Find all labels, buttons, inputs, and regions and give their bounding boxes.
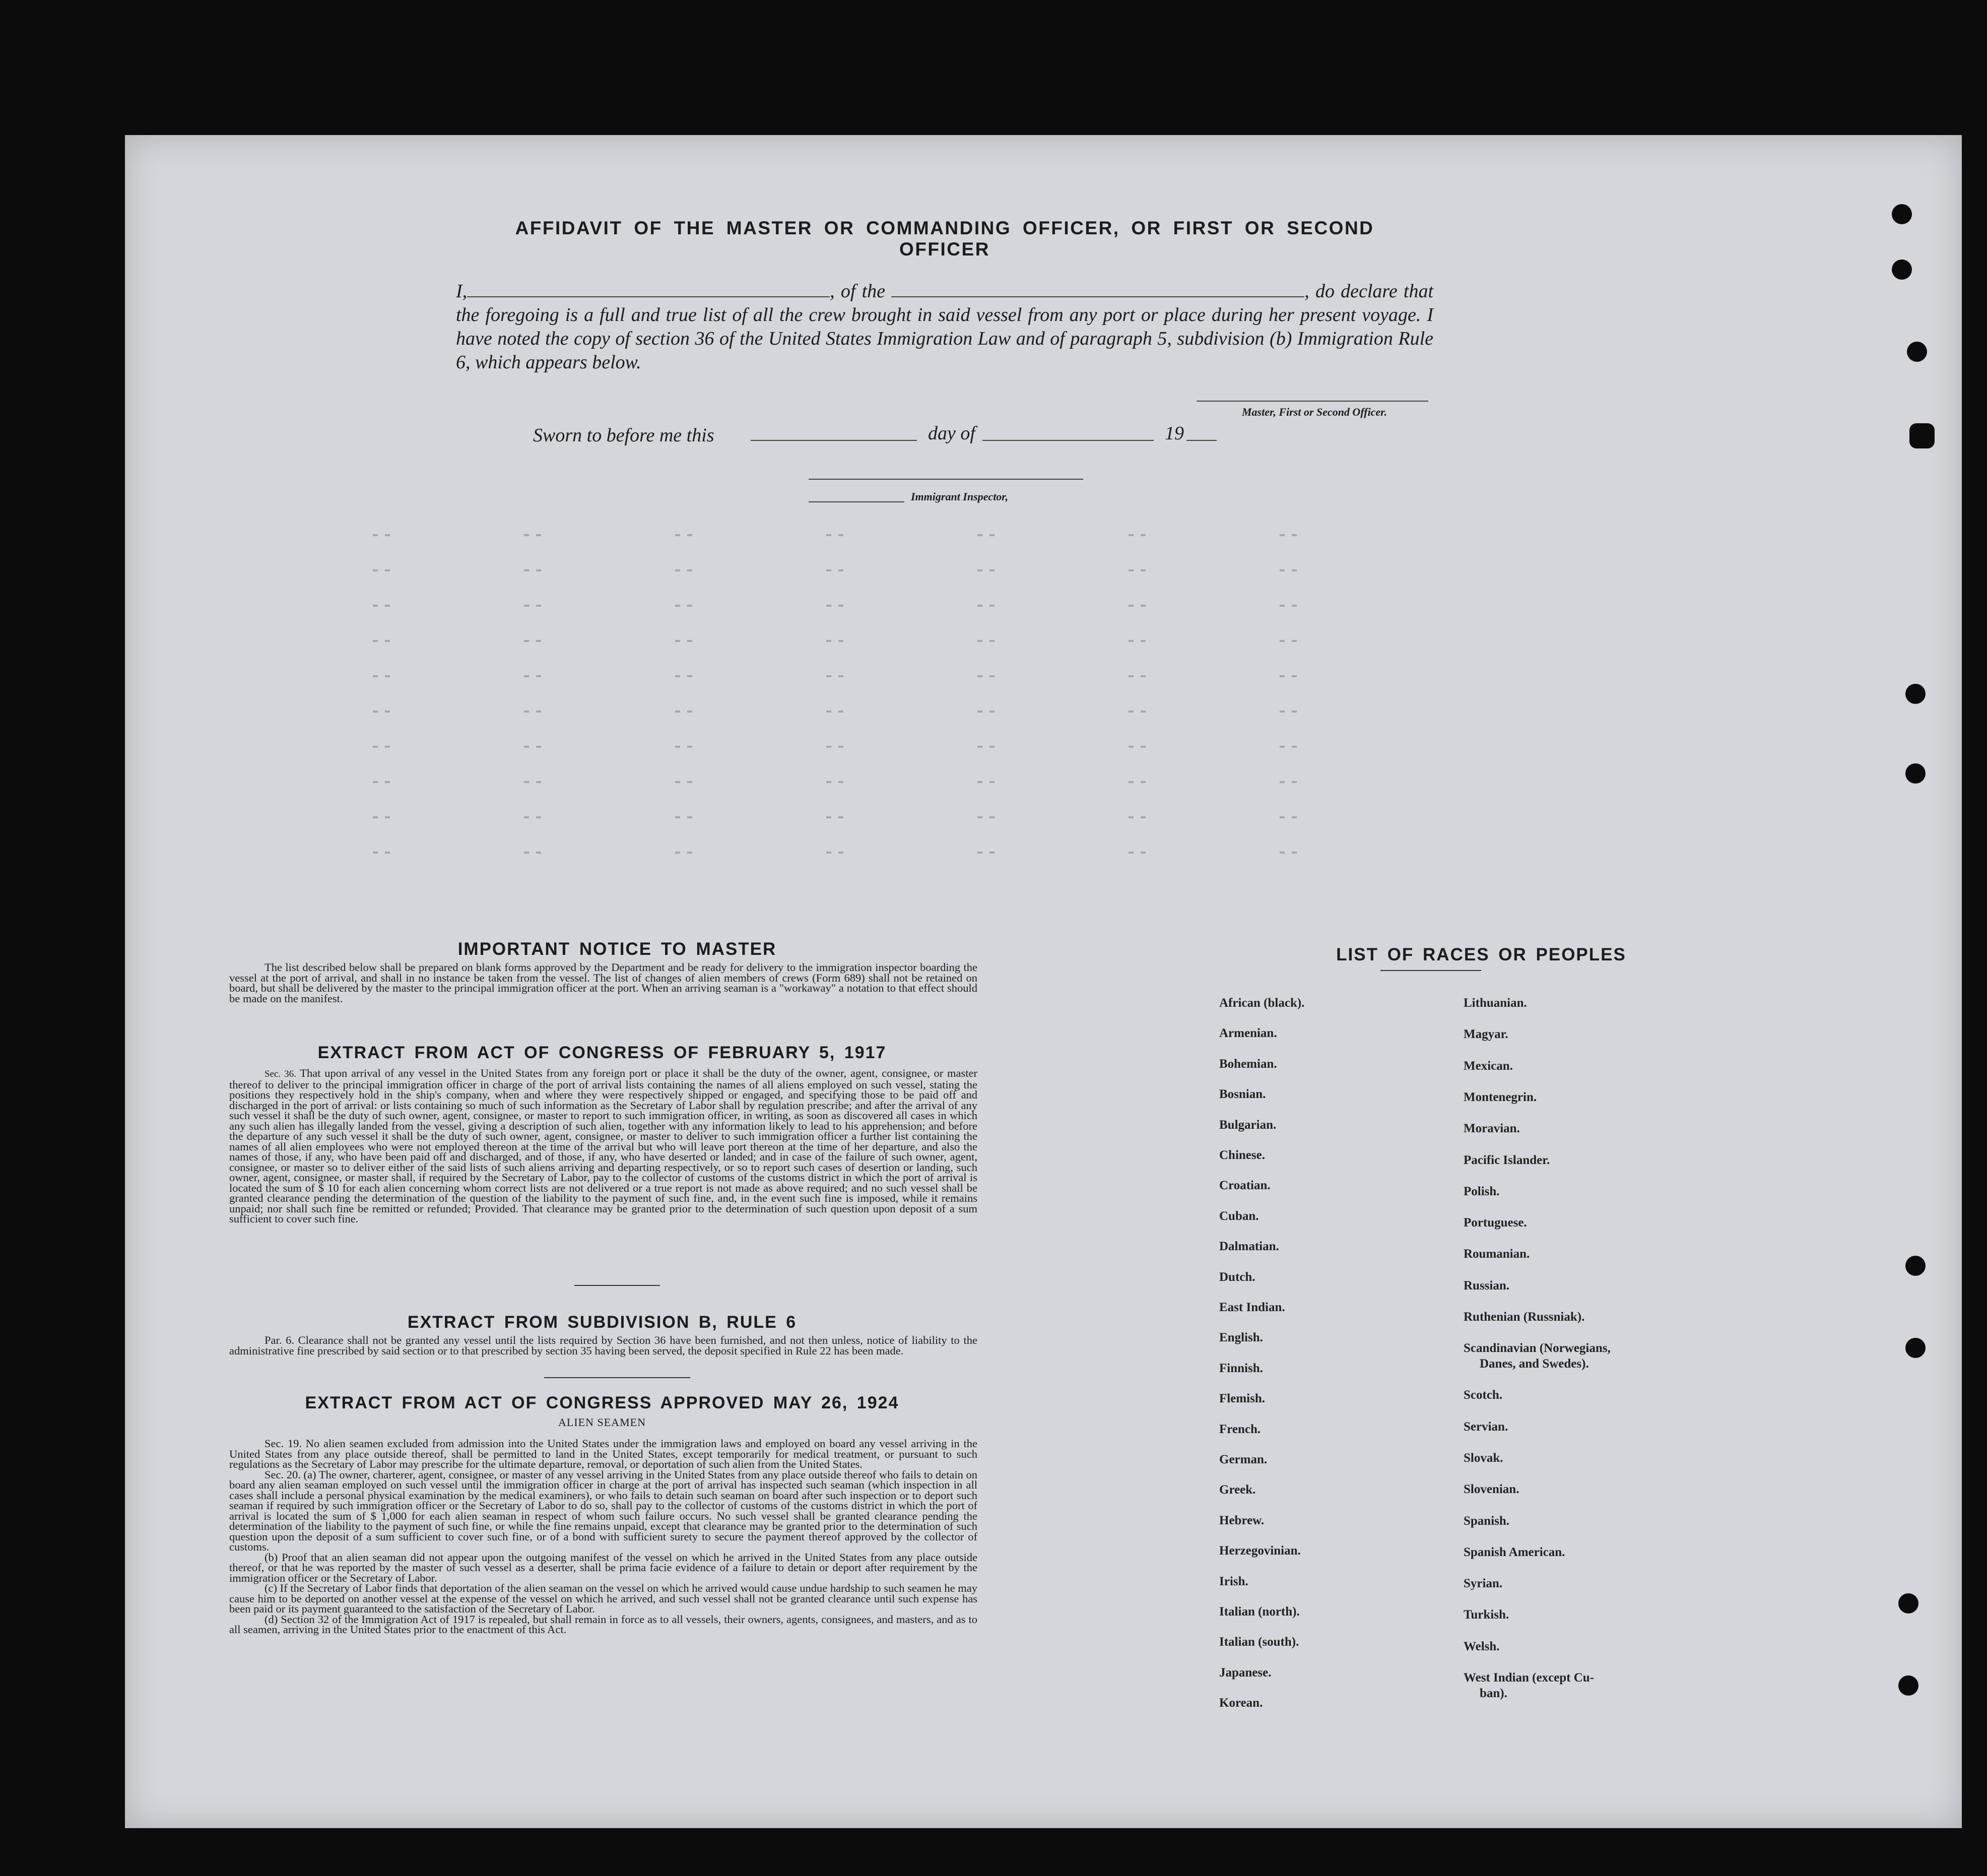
declaration-do-declare: , do declare (1304, 281, 1398, 302)
binder-hole-icon (1892, 260, 1912, 280)
notice-text (229, 962, 977, 1004)
race-item: Italian (north). (1219, 1605, 1300, 1619)
race-item: Magyar. (1464, 1027, 1508, 1042)
race-item: ban). (1480, 1687, 1507, 1700)
race-item: Scotch. (1464, 1388, 1503, 1402)
race-item: Irish. (1219, 1574, 1248, 1588)
races-divider (1380, 970, 1481, 971)
race-item: Ruthenian (Russniak). (1464, 1310, 1585, 1324)
sworn-year-label: 19 (1165, 423, 1184, 444)
binder-hole-icon (1909, 423, 1935, 448)
signature-label: Master, First or Second Officer. (1242, 406, 1387, 418)
race-item: Finnish. (1219, 1361, 1263, 1375)
race-item: Flemish. (1219, 1392, 1265, 1406)
race-item: Croatian. (1219, 1179, 1271, 1193)
extract1-sec-label: Sec. 36. (264, 1069, 296, 1079)
race-item: Moravian. (1464, 1122, 1520, 1136)
inspector-signature-field[interactable] (809, 479, 1083, 480)
extract3-paragraph: (c) If the Secretary of Labor finds that deportation of the alien seaman on the vessel on which he arrived would cause undue hardship to such seamen he may cause him to be deported on another vessel at the expense of the vessel on which he arrived, and such vessel shall not be granted clearance until such expense has been paid or its payment guaranteed to the satisfaction of the Secretary of Labor. (229, 1582, 977, 1615)
extract3-title: EXTRACT FROM ACT OF CONGRESS APPROVED MAY 26, 1924 (305, 1393, 899, 1412)
race-item: Mexican. (1464, 1059, 1513, 1073)
race-item: Pacific Islander. (1464, 1153, 1550, 1167)
race-item: Slovenian. (1464, 1482, 1519, 1497)
race-item: Spanish. (1464, 1514, 1510, 1528)
race-item: Scandinavian (Norwegians, (1464, 1341, 1611, 1355)
race-item: Servian. (1464, 1419, 1508, 1434)
extract1-title: EXTRACT FROM ACT OF CONGRESS OF FEBRUARY 5, 1917 (317, 1043, 887, 1062)
binder-hole-icon (1892, 204, 1912, 224)
race-item: Lithuanian. (1464, 996, 1527, 1010)
extract3-paragraph: Sec. 20. (a) The owner, charterer, agent, consignee, or master of any vessel arriving in the United States from any place outside thereof who fails to detain on board any alien seaman employed on such vessel until the immigration officer in charge at the port of arrival has inspected such seaman (which inspection in all cases shall include a personal physical examination by the medical examiners), or who fails to detain such seaman on board after such inspection or to deport such seaman if required by such immigration officer or the Secretary of Labor to do so, shall pay to the collector of customs of the customs district in which the port of arrival is located the sum of $ 1,000 for each alien seaman in respect of whom such failure occurs. No such vessel shall be granted clearance pending the determination of the liability to the payment of such fine, or while the fine remains unpaid, except that clearance may be granted prior to the determination of such question upon the deposit of a sum sufficient to cover such fine, or of a bond with sufficient surety to secure the payment thereof approved by the collector of customs. (229, 1468, 977, 1553)
binder-hole-icon (1905, 1338, 1926, 1358)
extract2-text (229, 1335, 977, 1356)
affidavit-title: AFFIDAVIT OF THE MASTER OR COMMANDING OFFICER, OR FIRST OR SECOND OFFICER (515, 218, 1374, 260)
extract3-paragraph: Sec. 19. No alien seamen excluded from admission into the United States under the immigration laws and employed on board any vessel arriving in the United States from any place outside thereof, shall be permitted to land in the United States, except temporarily for medical treatment, or pursuant to such regulations as the Secretary of Labor may prescribe for the ultimate departure, removal, or deportation of such alien from the United States. (229, 1437, 977, 1470)
binder-hole-icon (1905, 684, 1926, 704)
race-item: West Indian (except Cu- (1464, 1671, 1595, 1685)
race-item: Russian. (1464, 1278, 1510, 1292)
race-item: Bohemian. (1219, 1057, 1277, 1071)
binder-hole-icon (1905, 763, 1926, 784)
sworn-prefix: Sworn to before me this (533, 425, 714, 446)
race-item: Armenian. (1219, 1026, 1277, 1041)
race-item: Herzegovinian. (1219, 1544, 1301, 1558)
race-item: Dalmatian. (1219, 1240, 1279, 1254)
declaration-i: I, (456, 281, 468, 302)
race-item: Portuguese. (1464, 1216, 1527, 1230)
inspector-label: Immigrant Inspector, (911, 490, 1009, 503)
declaration-block (456, 280, 1433, 374)
declaration-text: that the foregoing is a full and true list of all the crew brought in said vessel from any port or place during her present voyage. I have noted the copy of section 36 of the United States Immigration Law and of paragraph 5, subdivision (b) Immigration Rule 6, which appears below. (456, 281, 1434, 373)
race-item: Korean. (1219, 1696, 1263, 1710)
vessel-field[interactable] (891, 296, 1304, 297)
extract1-paragraph (229, 1068, 977, 1224)
race-item: Chinese. (1219, 1148, 1265, 1162)
section-divider (544, 1377, 690, 1378)
race-item: Hebrew. (1219, 1513, 1265, 1527)
race-item: Italian (south). (1219, 1635, 1299, 1649)
extract2-paragraph: Par. 6. Clearance shall not be granted any vessel until the lists required by Section 36 have been furnished, and not then unless, notice of liability to the administrative fine prescribed by said section or to that prescribed by section 35 having been served, the deposit specified in Rule 22 has been made. (229, 1334, 977, 1357)
inspector-line-lower (809, 501, 904, 502)
race-item: Roumanian. (1464, 1247, 1530, 1261)
notice-paragraph: The list described below shall be prepared on blank forms approved by the Department and be ready for delivery to the immigration inspector boarding the vessel at the port of arrival, and shall in no instance be taken from the vessel. The list of changes of alien members of crews (Form 689) shall not be retained on board, but shall be delivered by the master to the principal immigration officer at the port. When an arriving seaman is a "workaway" a notation to that effect should be made on the manifest. (229, 961, 977, 1005)
extract3-paragraph: (b) Proof that an alien seaman did not appear upon the outgoing manifest of the vessel on which he arrived in the United States from any place outside thereof, or that he was reported by the master of such vessel as a deserter, shall be prima facie evidence of a failure to detain or deport after requirement by the immigration officer or the Secretary of Labor. (229, 1550, 977, 1584)
notice-title: IMPORTANT NOTICE TO MASTER (457, 939, 777, 959)
sworn-day-field[interactable] (751, 440, 917, 441)
bleed-through-marks (343, 519, 1426, 892)
extract1-body: That upon arrival of any vessel in the United States from any foreign port or place it shall be the duty of the owner, agent, consignee, or master thereof to deliver to the principal immigration officer in charge of the port of arrival lists containing the names of all aliens employed on such vessel, stating the positions they respectively hold in the ship's company, when and where they were respectively shipped or engaged, and specifying those to be paid off and discharged in the port of arrival: or lists containing so much of such information as the Secretary of Labor shall by regulation prescribe; and after the arrival of any such vessel it shall be the duty of such owner, agent, consignee, or master to report to such immigration officer, in writing, as soon as discovered all cases in which any such alien has illegally landed from the vessel, giving a description of such alien, together with any information likely to lead to his apprehension; and before the departure of any such vessel it shall be the duty of such owner, agent, consignee, or master to deliver to such immigration officer a further list containing the names of all alien employees who were not employed thereon at the time of the arrival but who will leave port thereon at the time of her departure, and also the names of those, if any, who have been paid off and discharged, and of those, if any, who have deserted or landed; and in case of the failure of such owner, agent, consignee, or master so to deliver either of the said lists of such aliens arriving and departing respectively, or so to report such cases of desertion or landing, such owner, agent, consignee, or master shall, if required by the Secretary of Labor, pay to the collector of customs of the customs district in which the port of arrival is located the sum of $ 10 for each alien concerning whom correct lists are not delivered or a true report is not made as above required; and no such vessel shall be granted clearance pending the determination of the question of the liability to the payment of such fine, and, in the event such fine is imposed, while it remains unpaid; nor shall such fine be remitted or refunded; Provided. That clearance may be granted prior to the determination of such question upon deposit of a sum sufficient to cover such fine. (229, 1067, 978, 1225)
extract1-text (229, 1068, 977, 1224)
master-signature-field[interactable] (1197, 401, 1428, 402)
sworn-day-label: day of (928, 423, 975, 444)
race-item: Spanish American. (1464, 1545, 1565, 1559)
race-item: Bosnian. (1219, 1087, 1266, 1102)
race-item: East Indian. (1219, 1301, 1285, 1314)
race-item: Welsh. (1464, 1639, 1500, 1653)
race-item: Bulgarian. (1219, 1118, 1277, 1132)
race-item: Cuban. (1219, 1209, 1259, 1223)
race-item: Dutch. (1219, 1270, 1255, 1284)
race-item: African (black). (1219, 996, 1305, 1010)
race-item: Polish. (1464, 1184, 1500, 1198)
extract2-title: EXTRACT FROM SUBDIVISION B, RULE 6 (407, 1313, 797, 1332)
race-item: Danes, and Swedes). (1480, 1357, 1589, 1371)
extract3-subtitle: ALIEN SEAMEN (558, 1416, 646, 1429)
race-item: Montenegrin. (1464, 1090, 1537, 1104)
race-item: Greek. (1219, 1483, 1256, 1497)
race-item: Turkish. (1464, 1608, 1509, 1622)
sworn-year-field[interactable] (1186, 440, 1217, 441)
declaration-of-the: , of the (830, 281, 886, 302)
binder-hole-icon (1898, 1675, 1918, 1696)
extract3-paragraph: (d) Section 32 of the Immigration Act of 1917 is repealed, but shall remain in force as to all vessels, their owners, agents, consignees, and masters, and as to all seamen, arriving in the United States prior to the enactment of this Act. (229, 1612, 977, 1636)
binder-hole-icon (1898, 1593, 1918, 1613)
sworn-month-field[interactable] (982, 440, 1154, 441)
race-item: Syrian. (1464, 1577, 1503, 1591)
extract3-text (229, 1439, 977, 1635)
races-title: LIST OF RACES OR PEOPLES (1336, 945, 1626, 964)
race-item: French. (1219, 1422, 1261, 1436)
race-item: English. (1219, 1331, 1263, 1345)
section-divider (574, 1285, 660, 1286)
race-item: Japanese. (1219, 1665, 1272, 1679)
binder-hole-icon (1907, 342, 1927, 362)
name-field[interactable] (467, 296, 830, 297)
race-item: German. (1219, 1453, 1268, 1466)
binder-hole-icon (1905, 1256, 1926, 1276)
race-item: Slovak. (1464, 1451, 1503, 1465)
